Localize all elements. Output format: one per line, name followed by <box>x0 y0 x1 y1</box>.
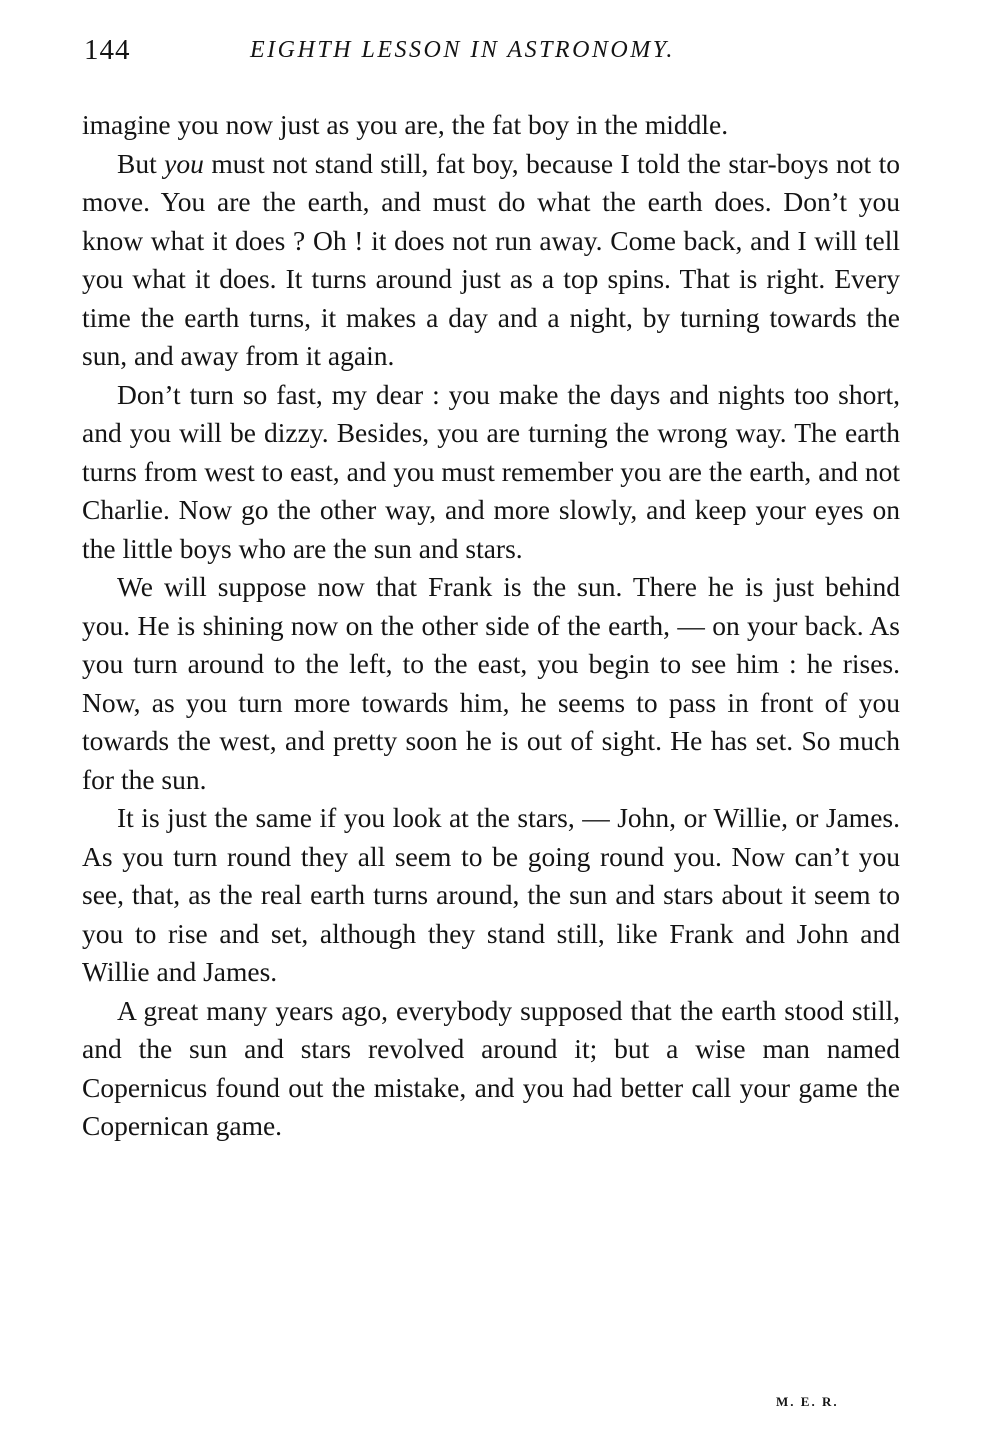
page-header <box>84 30 904 70</box>
paragraph-text-start: But <box>117 147 165 179</box>
paragraph-fat-boy <box>82 145 900 376</box>
running-title: EIGHTH LESSON IN ASTRONOMY. <box>250 37 675 63</box>
paragraph-text: imagine you now just as you are, the fat boy in the middle. <box>82 109 729 140</box>
paragraph-turning <box>82 376 900 569</box>
emphasis-you: you <box>164 147 204 179</box>
paragraph-frank-sun <box>82 568 900 799</box>
author-initials: M. E. R. <box>776 1394 839 1409</box>
paragraph-text: It is just the same if you look at the stars, — John, or Willie, or James. As you turn round they all seem to be going round you. Now can’t you see, that, as the real earth turns around, the sun and stars about it seem to you to rise and set, although they stand still, like Frank and John and Willie and James. <box>82 802 900 987</box>
paragraph-text: A great many years ago, everybody supposed that the earth stood still, and the sun and stars revolved around it; but a wise man named Copernicus found out the mistake, and you had better call your game the Copernican game. <box>82 994 900 1141</box>
paragraph-text: We will suppose now that Frank is the sun. There he is just behind you. He is shining now on the other side of the earth, — on your back. As you turn around to the left, to the east, you begin to see him : he rises. Now, as you turn more towards him, he seems to pass in front of you towards the west, and pretty soon he is out of sight. He has set. So much for the sun. <box>82 571 900 795</box>
paragraph-text-rest: must not stand still, fat boy, because I told the star-boys not to move. You are the earth, and must do what the earth does. Don’t you know what it does ? Oh ! it does not run away. Come back, and I will tell you what it does. It turns around just as a top spins. That is right. Every time the earth turns, it makes a day and a night, by turning towards the sun, and away from it again. <box>82 147 900 371</box>
paragraph-text: Don’t turn so fast, my dear : you make the days and nights too short, and you will be dizzy. Besides, you are turning the wrong way. The earth turns from west to east, and you must remember you are the earth, and not Charlie. Now go the other way, and more slowly, and keep your eyes on the little boys who are the sun and stars. <box>82 378 900 564</box>
body-text <box>82 106 900 1146</box>
paragraph-copernicus <box>82 992 900 1146</box>
page-number: 144 <box>84 34 131 66</box>
paragraph-stars <box>82 799 900 992</box>
paragraph-continuation <box>82 106 900 145</box>
